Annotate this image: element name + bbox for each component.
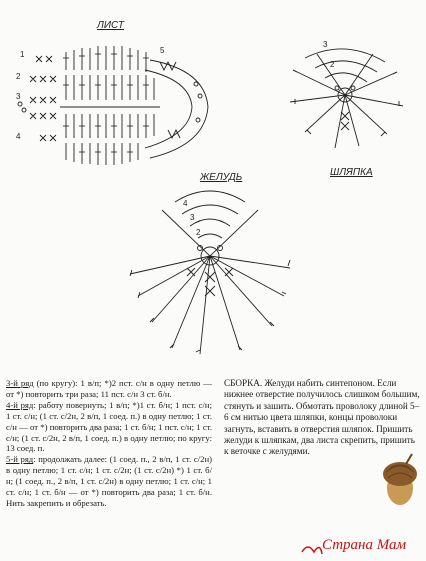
row-4-text: : работу повернуть; 1 в/п; *)1 ст. б/н; 1 пст. с/н; 1 ст. с/н; (1 ст. с/2н, 2 в/п, 1 соед. п.) в одну петлю; 1 ст. с/н — от *) повторить два раза; 1 ст. б/н; 1 пст. с/н; 1 ст. с/н; (1 ст. с/2н, 2 в/п, 1 соед. п.) в одну петлю; по кругу: 13 соед. п.: [6, 399, 212, 454]
leaf-diagram: [18, 46, 208, 165]
assembly-title: СБОРКА.: [224, 378, 263, 388]
row-number: 3: [323, 40, 328, 49]
row-4-title: 4-й ряд: [6, 399, 34, 410]
row-5-title: 5-й ряд: [6, 454, 34, 465]
row-number: 5: [160, 46, 165, 55]
row-4-paragraph: [6, 400, 212, 455]
cap-diagram: [290, 49, 403, 148]
row-3-title: 3-й ряд: [6, 378, 34, 388]
acorn-photo: [376, 452, 422, 508]
row-number: 4: [16, 132, 21, 141]
leaf-label: ЛИСТ: [97, 20, 125, 31]
row-number: 4: [183, 199, 188, 208]
row-number: 2: [16, 72, 21, 81]
row-number: 2: [330, 60, 335, 69]
row-number: 3: [16, 92, 21, 101]
row-number: 1: [20, 50, 25, 59]
row-3-paragraph: [6, 378, 212, 400]
assembly-section: [224, 378, 420, 458]
acorn-diagram: [130, 191, 290, 354]
row-number: 3: [190, 213, 195, 222]
row-5-paragraph: [6, 454, 212, 509]
assembly-text: Желуди набить синтепоном. Если нижнее отверстие получилось слишком большим, стянуть и зашить. Обмотать проволоку длиной 5–6 см нитью цвета шляпки, концы проволоки загнуть, вставить в отверстия шляпок. Пришить желуди к шляпкам, два листа скрепить, пришить к веточке с желудями.: [224, 378, 420, 457]
watermark-text: Страна Мам: [322, 537, 407, 553]
acorn-label: ЖЕЛУДЬ: [200, 172, 243, 183]
row-number: 2: [196, 228, 201, 237]
cap-label: ШЛЯПКА: [330, 167, 373, 178]
row-instructions: [6, 378, 212, 509]
row-3-text: (по кругу): 1 в/п; *)2 пст. с/н в одну петлю — от *) повторить три раза; 11 пст. с/н 3 ст. б/н.: [6, 378, 212, 399]
row-5-text: : продолжать далее: (1 соед. п., 2 в/п, 1 ст. с/2н) в одну петлю; 1 ст. с/н; 1 ст. с/2н; (1 ст. с/2н) *) 1 ст. б/н; (1 соед. п., 2 в/п, 1 ст. с/2н) в одну петлю; 1 ст. с/н; 1 ст. с/н; 1 ст. б/н — от *) повторить два раза; 1 ст. б/н. Нить закрепить и обрезать.: [6, 454, 212, 508]
